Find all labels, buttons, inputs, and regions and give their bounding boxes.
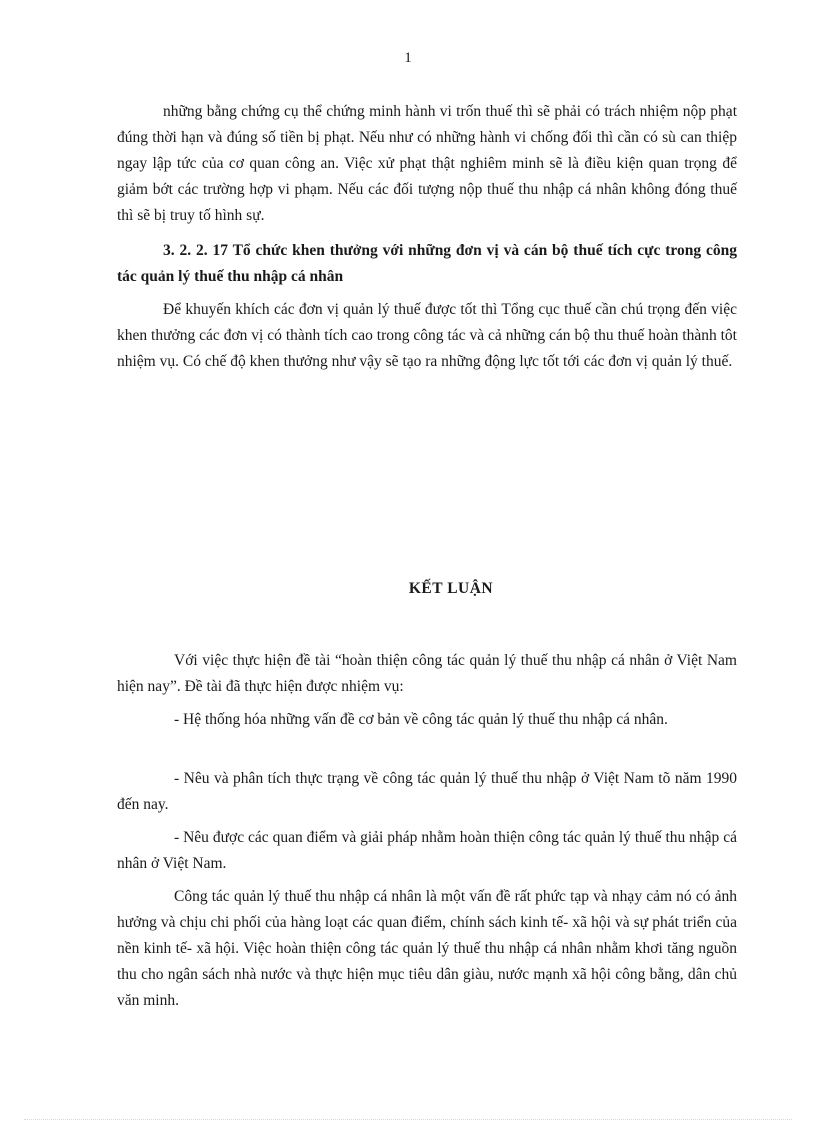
conclusion-title: KẾT LUẬN: [408, 580, 494, 597]
conclusion-bullet-1: - Hệ thống hóa những vấn đề cơ bản về công tác quản lý thuế thu nhập cá nhân.: [174, 711, 668, 728]
section-paragraph-3-2-2-17: Để khuyến khích các đơn vị quản lý thuế được tốt thì Tổng cục thuế cần chú trọng đến việc khen thưởng các đơn vị có thành tích cao trong công tác và cả những cán bộ thu thuế hoàn thành tôt nhiệm vụ. Có chế độ khen thưởng như vậy sẽ tạo ra những động lực tốt tới các đơn vị quản lý thuế.: [117, 301, 737, 370]
page-number: 1: [404, 50, 412, 66]
conclusion-bullet-2: - Nêu và phân tích thực trạng về công tác quản lý thuế thu nhập ở Việt Nam tõ năm 1990 đến nay.: [117, 770, 737, 813]
section-heading-3-2-2-17: 3. 2. 2. 17 Tổ chức khen thưởng với những đơn vị và cán bộ thuế tích cực trong công tác quản lý thuế thu nhập cá nhân: [117, 242, 737, 285]
conclusion-paragraph-1: Với việc thực hiện đề tài “hoàn thiện công tác quản lý thuế thu nhập cá nhân ở Việt Nam hiện nay”. Đề tài đã thực hiện được nhiệm vụ:: [117, 652, 737, 695]
conclusion-bullet-3: - Nêu được các quan điểm và giải pháp nhằm hoàn thiện công tác quản lý thuế thu nhập cá nhân ở Việt Nam.: [117, 829, 737, 872]
intro-paragraph: những bằng chứng cụ thể chứng minh hành vi trốn thuế thì sẽ phải có trách nhiệm nộp phạt đúng thời hạn và đúng số tiền bị phạt. Nếu như có những hành vi chống đối thì cần có sù can thiệp ngay lập tức của cơ quan công an. Việc xử phạt thật nghiêm minh sẽ là điều kiện quan trọng để giảm bớt các trường hợp vi phạm. Nếu các đối tượng nộp thuế thu nhập cá nhân không đóng thuế thì sẽ bị truy tố hình sự.: [117, 103, 737, 224]
page-bottom-border: [24, 1119, 792, 1120]
conclusion-paragraph-final: Công tác quản lý thuế thu nhập cá nhân là một vấn đề rất phức tạp và nhạy cảm nó có ảnh hưởng và chịu chi phối của hàng loạt các quan điểm, chính sách kinh tế- xã hội và sự phát triển của nền kinh tế- xã hội. Việc hoàn thiện công tác quản lý thuế thu nhập cá nhân nhằm khơi tăng nguồn thu cho ngân sách nhà nước và thực hiện mục tiêu dân giàu, nước mạnh xã hội công bằng, dân chủ văn minh.: [117, 888, 737, 1009]
